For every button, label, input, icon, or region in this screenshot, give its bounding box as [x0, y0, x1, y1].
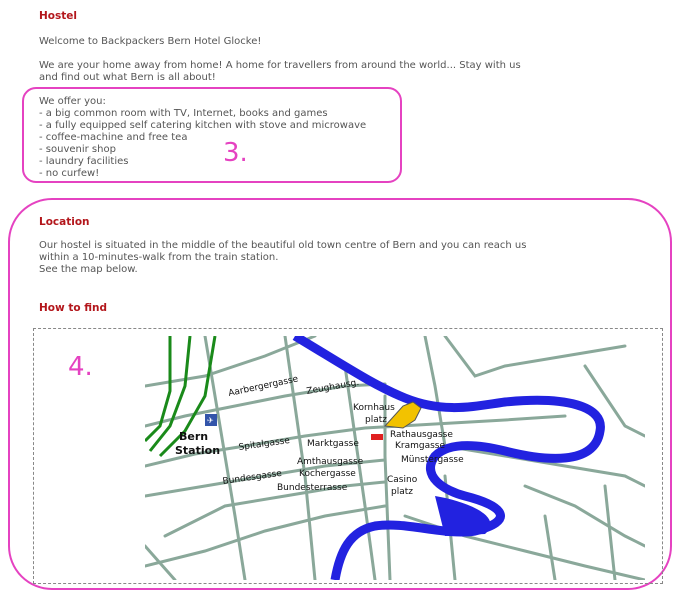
street-label: Aarbergergasse	[227, 374, 300, 399]
welcome-text: Welcome to Backpackers Bern Hotel Glocke!	[39, 36, 262, 47]
list-item: - coffee-machine and free tea	[39, 132, 188, 143]
how-to-find-heading: How to find	[39, 302, 108, 314]
street-label: platz	[391, 487, 413, 497]
hostel-marker[interactable]	[371, 434, 383, 440]
street-label: Kramgasse	[395, 441, 446, 451]
street-label: platz	[365, 415, 387, 425]
city-map[interactable]	[145, 336, 645, 580]
list-item: - laundry facilities	[39, 156, 129, 167]
station-label: Bern	[179, 430, 209, 443]
offers-list: We offer you: - a big common room with TV, Internet, books and games - a fully equipped self catering kitchen with stove and microwave - coffee-machine and free tea - souvenir shop - laundry facilities - no curfew!	[39, 96, 367, 179]
station-label: Station	[175, 444, 221, 457]
list-item: - souvenir shop	[39, 144, 116, 155]
street-label: Bundesterrasse	[277, 483, 348, 493]
list-item: - no curfew!	[39, 168, 100, 179]
hostel-heading: Hostel	[39, 10, 77, 22]
street-label: Amthausgasse	[297, 457, 364, 467]
annotation-4: 4.	[68, 352, 93, 382]
location-text: Our hostel is situated in the middle of the beautiful old town centre of Bern and you can reach us within a 10-minutes-walk from the train station. See the map below.	[39, 240, 527, 275]
street-label: Marktgasse	[307, 439, 359, 449]
svg-text:✈: ✈	[207, 416, 214, 425]
street-label: Zeughausg.	[305, 377, 361, 397]
street-label: Casino	[387, 475, 418, 485]
street-label: Spitalgasse	[238, 435, 291, 453]
street-label: Kornhaus	[353, 403, 395, 413]
list-item: - a big common room with TV, Internet, books and games	[39, 108, 328, 119]
street-label: Bundesgasse	[222, 468, 283, 487]
intro-text: We are your home away from home! A home for travellers from around the world... Stay with us and find out what Bern is all about!	[39, 60, 521, 83]
list-item: - a fully equipped self catering kitchen with stove and microwave	[39, 120, 367, 131]
annotation-3: 3.	[223, 138, 248, 168]
street-label: Rathausgasse	[390, 430, 453, 440]
location-heading: Location	[39, 216, 90, 228]
street-label: Kochergasse	[299, 469, 356, 479]
street-label: Münstergasse	[401, 455, 464, 465]
